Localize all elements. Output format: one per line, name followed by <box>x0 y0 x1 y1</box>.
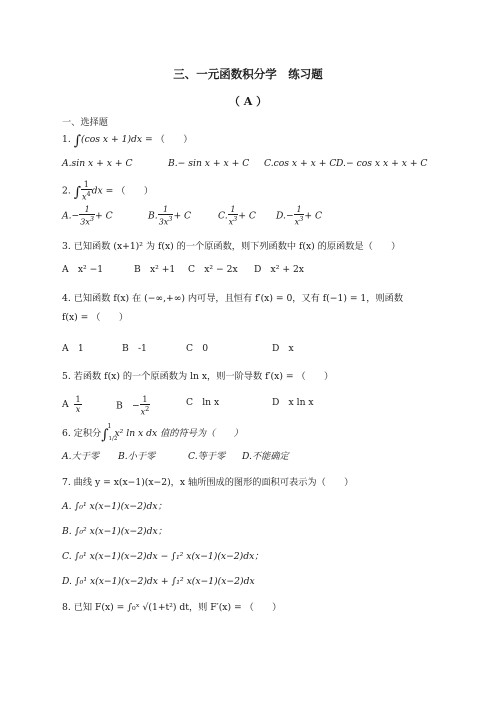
page-subtitle: （ A ） <box>228 95 268 108</box>
q6-option-a: A.大于零 <box>62 451 100 462</box>
fraction: $\frac{1}{x^4}$ <box>82 180 91 202</box>
q7-option-c: C. ∫₀¹ x(x−1)(x−2)dx − ∫₁² x(x−1)(x−2)dx； <box>62 551 264 562</box>
q2-option-d: D.− $\frac{1}{x^3}$ + C <box>276 205 322 227</box>
q1-option-a: A.sin x + x + C <box>62 158 133 169</box>
q6-option-d: D.不能确定 <box>242 451 289 462</box>
question-8: 8. 已知 F(x) = ∫₀ˣ √(1+t²) dt，则 F′(x) = （ ） <box>62 602 282 613</box>
q5-option-a: A $\frac{1}{x}$ <box>62 395 81 414</box>
question-2 <box>62 180 153 202</box>
q7-option-a: A. ∫₀¹ x(x−1)(x−2)dx； <box>62 501 167 512</box>
q4-option-a: A 1 <box>62 343 84 354</box>
question-1-paren: （ ） <box>155 134 193 145</box>
q4-option-b: B -1 <box>122 343 147 354</box>
q5-option-d: D x ln x <box>272 397 314 408</box>
question-4-line-2: f(x) = （ ） <box>62 312 129 323</box>
q7-option-d: D. ∫₀¹ x(x−1)(x−2)dx + ∫₁² x(x−1)(x−2)dx <box>62 576 255 587</box>
q2-option-a: A.− $\frac{1}{3x^3}$ + C <box>62 205 113 227</box>
question-2-paren: （ ） <box>116 185 154 197</box>
integral-sign-icon: ∫ <box>73 133 81 149</box>
integral-sign-icon: ∫ <box>101 427 109 444</box>
fraction: $\frac{1}{3x^3}$ <box>158 205 173 227</box>
question-1-number: 1. <box>62 134 71 145</box>
fraction: $\frac{1}{3x^3}$ <box>80 205 95 227</box>
page-title: 三、一元函数积分学 练习题 <box>173 67 323 81</box>
q2-option-b: B. $\frac{1}{3x^3}$ + C <box>148 205 192 227</box>
question-6: 6. 定积分$\int_{1/2}^1$ x² ln x dx 值的符号为（ ） <box>62 422 243 444</box>
q5-option-b: B − $\frac{1}{x^2}$ <box>116 395 150 417</box>
q6-option-c: C.等于零 <box>188 451 226 462</box>
q3-option-b: B x² +1 <box>134 264 176 275</box>
q3-option-a: A x² −1 <box>62 264 104 275</box>
q4-option-d: D x <box>272 343 294 354</box>
question-1 <box>62 134 192 147</box>
section-heading: 一、选择题 <box>62 117 108 128</box>
question-5: 5. 若函数 f(x) 的一个原函数为 ln x，则一阶导数 f′(x) = （ ） <box>62 371 334 382</box>
q7-option-b: B. ∫₀² x(x−1)(x−2)dx； <box>62 526 167 537</box>
question-3: 3. 已知函数 (x+1)² 为 f(x) 的一个原函数，则下列函数中 f(x) 的原函数是（ ） <box>62 241 401 252</box>
q3-option-d: D x² + 2x <box>254 264 304 275</box>
q4-option-c: C 0 <box>186 343 209 354</box>
q1-option-d: D.− cos x x + x + C <box>336 158 428 169</box>
question-2-expr: dx = <box>91 185 117 197</box>
q1-option-c: C.cos x + x + C <box>264 158 337 169</box>
q5-option-c: C ln x <box>186 397 220 408</box>
fraction: $\frac{1}{x}$ <box>75 395 81 414</box>
q6-option-b: B.小于零 <box>118 451 156 462</box>
question-1-expr: (cos x + 1)dx = <box>81 134 156 145</box>
fraction: $\frac{1}{x^3}$ <box>228 205 238 227</box>
q2-option-c: C. $\frac{1}{x^3}$ + C <box>218 205 256 227</box>
question-4-line-1: 4. 已知函数 f(x) 在 (−∞,+∞) 内可导，且恒有 f′(x) = 0，又有 f(−1) = 1，则函数 <box>62 293 404 304</box>
q1-option-b: B.− sin x + x + C <box>168 158 250 169</box>
question-2-number: 2. <box>62 185 71 197</box>
q3-option-c: C x² − 2x <box>188 264 238 275</box>
fraction: $\frac{1}{x^2}$ <box>140 395 150 417</box>
fraction: $\frac{1}{x^3}$ <box>294 205 304 227</box>
question-7: 7. 曲线 y = x(x−1)(x−2)，x 轴所围成的图形的面积可表示为（ ） <box>62 477 354 488</box>
integral-sign-icon: ∫ <box>73 184 81 201</box>
